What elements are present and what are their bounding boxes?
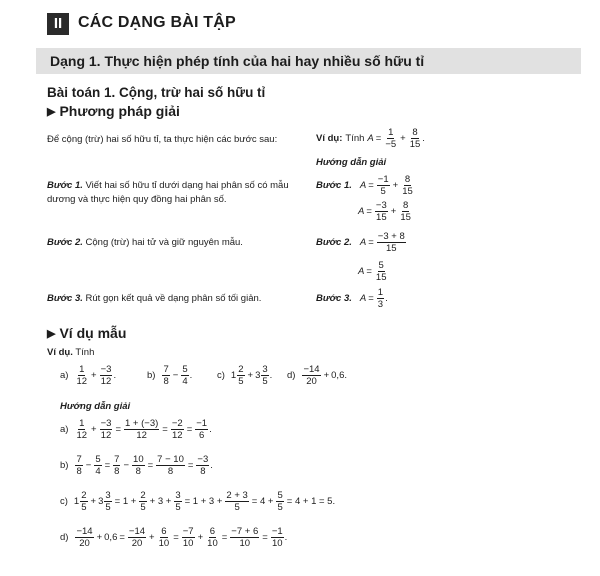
math-token: 12 <box>76 376 88 387</box>
math-token: 5 <box>380 186 386 197</box>
math-token: . <box>422 133 425 144</box>
math-token: . <box>344 370 347 381</box>
fraction <box>104 490 111 513</box>
sample-prompt: Ví dụ. Tính <box>47 347 95 358</box>
math-token: 8 <box>404 174 411 185</box>
math-token: 6 <box>161 526 167 537</box>
sample-title: Ví dụ mẫu <box>59 325 127 341</box>
math-token: −5 <box>385 139 397 150</box>
method-title: Phương pháp giải <box>59 103 180 119</box>
solution-c <box>60 490 337 513</box>
math-token: 5 <box>140 502 146 513</box>
fraction <box>182 526 195 549</box>
math-token: −14 <box>76 526 93 537</box>
math-token: 6 <box>199 430 205 441</box>
math-token: = <box>375 133 382 144</box>
math-token: 1 <box>73 496 80 507</box>
math-token: 12 <box>171 430 183 441</box>
math-token: a) <box>60 424 69 435</box>
math-token: + <box>149 532 155 543</box>
math-token: 15 <box>409 139 421 150</box>
math-token: 5 <box>277 502 283 513</box>
fraction <box>156 454 185 477</box>
sample-guide-title: Hướng dẫn giải <box>60 401 131 412</box>
math-token: Tính <box>345 133 365 144</box>
math-token: 12 <box>136 430 147 441</box>
math-token: 10 <box>133 454 144 465</box>
math-token: 3 <box>262 364 268 375</box>
math-token: −3 <box>100 418 112 429</box>
fraction <box>128 526 146 549</box>
math-token: = <box>119 532 125 543</box>
math-token: c) <box>60 496 68 507</box>
fraction <box>377 287 384 310</box>
math-token: 5 <box>81 502 87 513</box>
math-token: + 3 + <box>149 496 172 507</box>
math-token: 20 <box>79 538 90 549</box>
math-token: . <box>209 424 212 435</box>
math-token: 5 <box>105 502 111 513</box>
math-token: −7 + 6 <box>231 526 259 537</box>
fraction <box>80 490 87 513</box>
math-token: 5 <box>182 364 188 375</box>
math-token: 8 <box>76 466 82 477</box>
solution-b <box>60 454 213 477</box>
math-token: + <box>197 532 204 543</box>
math-token: 2 + 3 <box>226 490 248 501</box>
math-token: −7 <box>182 526 194 537</box>
math-token: 3 <box>105 490 111 501</box>
math-token: 5 <box>378 260 384 271</box>
math-token: 8 <box>200 466 206 477</box>
triangle-bullet-icon: ▶ <box>47 106 56 118</box>
math-token: −1 <box>196 418 208 429</box>
fraction <box>75 454 82 477</box>
math-token: = <box>104 460 111 471</box>
fraction <box>302 364 320 387</box>
math-token: + <box>390 206 397 217</box>
math-token: 5 <box>277 490 283 501</box>
math-token: 10 <box>182 538 194 549</box>
math-token: + <box>392 180 399 191</box>
math-token: + <box>247 370 254 381</box>
method-step2 <box>47 236 297 250</box>
math-token: 8 <box>412 127 418 138</box>
side-step2-line1 <box>316 231 407 254</box>
math-token: . <box>210 460 213 471</box>
math-token: 4 <box>182 376 188 387</box>
math-token: 2 <box>81 490 87 501</box>
math-token: 3 <box>98 496 104 507</box>
method-step3 <box>47 292 297 306</box>
sample-heading <box>47 325 126 341</box>
math-token: 0,6 <box>331 370 345 381</box>
side-step3-line <box>316 287 388 310</box>
fraction <box>181 364 188 387</box>
math-token: = <box>187 460 194 471</box>
fraction <box>195 418 208 441</box>
fraction <box>100 364 113 387</box>
math-token: = 4 + <box>251 496 274 507</box>
math-token: 15 <box>400 212 411 223</box>
fraction <box>174 490 181 513</box>
math-token: a) <box>60 370 69 381</box>
math-token: 0,6 <box>104 532 118 543</box>
math-token: − <box>172 370 179 381</box>
math-token: 10 <box>207 538 218 549</box>
math-token: 1 <box>79 364 85 375</box>
math-token: Bước 2. <box>316 237 352 248</box>
side-step2-line2 <box>358 260 388 283</box>
math-token: 12 <box>76 430 88 441</box>
fraction <box>75 364 88 387</box>
step1-label: Bước 1. <box>47 180 83 191</box>
math-token: d) <box>287 370 296 381</box>
fraction <box>375 260 388 283</box>
math-token: = <box>162 424 168 435</box>
type-bar-text: Dạng 1. Thực hiện phép tính của hai hay nhiều số hữu tỉ <box>50 53 425 69</box>
math-token: −3 + 8 <box>377 231 405 242</box>
solution-a <box>60 418 212 441</box>
math-token: 8 <box>402 200 409 211</box>
step2-text: Cộng (trừ) hai tử và giữ nguyên mẫu. <box>85 237 243 248</box>
math-token: A <box>358 266 365 277</box>
math-token: 8 <box>114 466 120 477</box>
triangle-bullet-icon: ▶ <box>47 328 56 340</box>
side-example-prompt <box>316 127 425 150</box>
math-token: 1 + (−3) <box>125 418 159 429</box>
step3-label: Bước 3. <box>47 293 83 304</box>
problem-title: Bài toán 1. Cộng, trừ hai số hữu tỉ <box>47 85 266 100</box>
fraction <box>276 490 283 513</box>
math-token: . <box>269 370 273 381</box>
math-token: 1 <box>79 418 85 429</box>
math-token: −14 <box>303 364 320 375</box>
math-token: 15 <box>375 272 387 283</box>
math-token: 3 <box>377 299 384 310</box>
math-token: + <box>90 496 97 507</box>
fraction <box>225 490 248 513</box>
math-token: 5 <box>234 502 240 513</box>
math-token: 10 <box>271 538 283 549</box>
fraction <box>261 364 268 387</box>
math-token: 12 <box>100 376 112 387</box>
method-step1 <box>47 179 297 207</box>
math-token: 6 <box>209 526 216 537</box>
math-token: . <box>284 532 288 543</box>
problem-d <box>287 364 347 387</box>
math-token: = 1 + 3 + <box>184 496 223 507</box>
math-token: d) <box>60 532 69 543</box>
math-token: 15 <box>402 186 413 197</box>
math-token: + <box>96 532 103 543</box>
math-token: −1 <box>377 174 389 185</box>
math-token: − <box>123 460 130 471</box>
math-token: 15 <box>376 212 387 223</box>
math-token: = 1 + <box>114 496 137 507</box>
math-token: 1 <box>377 287 384 298</box>
math-token: = <box>173 532 179 543</box>
math-token: 7 <box>76 454 82 465</box>
math-token: 1 <box>230 370 237 381</box>
math-token: Bước 3. <box>316 293 352 304</box>
math-token: Bước 1. <box>316 180 352 191</box>
math-token: 5 <box>238 376 244 387</box>
math-token: A <box>359 237 367 248</box>
fraction <box>377 231 406 254</box>
math-token: c) <box>217 370 225 381</box>
math-token: b) <box>60 460 69 471</box>
math-token: = 4 + 1 = 5. <box>286 496 336 507</box>
math-token: + <box>323 370 330 381</box>
math-token: . <box>113 370 117 381</box>
math-token: 5 <box>95 454 101 465</box>
math-token: A <box>359 293 367 304</box>
math-token: + <box>91 424 97 435</box>
math-token: . <box>189 370 193 381</box>
fraction <box>139 490 146 513</box>
math-token: = <box>262 532 268 543</box>
math-token: b) <box>147 370 156 381</box>
math-token: = <box>366 206 372 217</box>
math-token: + <box>91 370 97 381</box>
math-token: + <box>400 133 406 144</box>
math-token: 12 <box>100 430 112 441</box>
math-token: 8 <box>135 466 141 477</box>
fraction <box>377 174 390 197</box>
math-token: 15 <box>385 243 397 254</box>
fraction <box>124 418 159 441</box>
fraction <box>409 127 422 150</box>
math-token: A <box>367 133 374 144</box>
math-token: = <box>186 424 193 435</box>
math-token: Ví dụ: <box>316 133 343 144</box>
solution-d <box>60 526 287 549</box>
math-token: = <box>147 460 154 471</box>
fraction <box>384 127 397 150</box>
fraction <box>237 364 244 387</box>
fraction <box>206 526 219 549</box>
method-intro: Để cộng (trừ) hai số hữu tỉ, ta thực hiện các bước sau: <box>47 134 278 145</box>
math-token: 8 <box>163 376 169 387</box>
fraction <box>158 526 171 549</box>
fraction <box>75 526 93 549</box>
math-token: 8 <box>167 466 174 477</box>
math-token: 2 <box>140 490 146 501</box>
math-token: = <box>366 266 372 277</box>
fraction <box>375 200 388 223</box>
math-token: 10 <box>158 538 170 549</box>
fraction <box>196 454 209 477</box>
fraction <box>399 200 412 223</box>
math-token: = <box>115 424 121 435</box>
method-heading <box>47 103 180 119</box>
math-token: 1 <box>388 127 394 138</box>
math-token: 4 <box>95 466 101 477</box>
math-token: 10 <box>239 538 251 549</box>
math-token: 5 <box>262 376 268 387</box>
math-token: 3 <box>255 370 261 381</box>
math-token: 3 <box>175 490 181 501</box>
section-title: CÁC DẠNG BÀI TẬP <box>78 14 236 31</box>
step3-text: Rút gọn kết quả về dạng phân số tối giản. <box>85 293 262 304</box>
fraction <box>100 418 113 441</box>
math-token: −3 <box>375 200 387 211</box>
math-token: −2 <box>171 418 183 429</box>
side-step1-line1 <box>316 174 415 197</box>
fraction <box>271 526 284 549</box>
side-step1-line2 <box>358 200 413 223</box>
math-token: = <box>368 180 374 191</box>
math-token: −14 <box>128 526 146 537</box>
problem-b <box>147 364 192 387</box>
fraction <box>401 174 414 197</box>
math-token: −3 <box>197 454 209 465</box>
fraction <box>94 454 101 477</box>
fraction <box>230 526 259 549</box>
fraction <box>162 364 169 387</box>
math-token: 2 <box>238 364 244 375</box>
math-token: = <box>221 532 228 543</box>
math-token: 20 <box>131 538 143 549</box>
math-token: 7 <box>163 364 169 375</box>
problem-c <box>217 364 272 387</box>
math-token: − <box>85 460 92 471</box>
math-token: = <box>368 237 374 248</box>
math-token: A <box>358 206 365 217</box>
math-token: 5 <box>175 502 181 513</box>
fraction <box>132 454 145 477</box>
math-token: 20 <box>306 376 317 387</box>
math-token: 7 <box>114 454 120 465</box>
fraction <box>171 418 184 441</box>
step2-label: Bước 2. <box>47 237 83 248</box>
step1-text: Viết hai số hữu tỉ dưới dạng hai phân số có mẫu dương và thực hiện quy đồng hai phân số. <box>47 180 289 205</box>
fraction <box>113 454 120 477</box>
math-token: A <box>359 180 367 191</box>
math-token: = <box>368 293 374 304</box>
section-numeral: II <box>47 13 69 35</box>
math-token: −3 <box>100 364 112 375</box>
fraction <box>75 418 88 441</box>
problem-a <box>60 364 116 387</box>
math-token: −1 <box>271 526 283 537</box>
side-guide-title: Hướng dẫn giải <box>316 157 387 168</box>
math-token: . <box>385 293 388 304</box>
math-token: 7 − 10 <box>157 454 184 465</box>
